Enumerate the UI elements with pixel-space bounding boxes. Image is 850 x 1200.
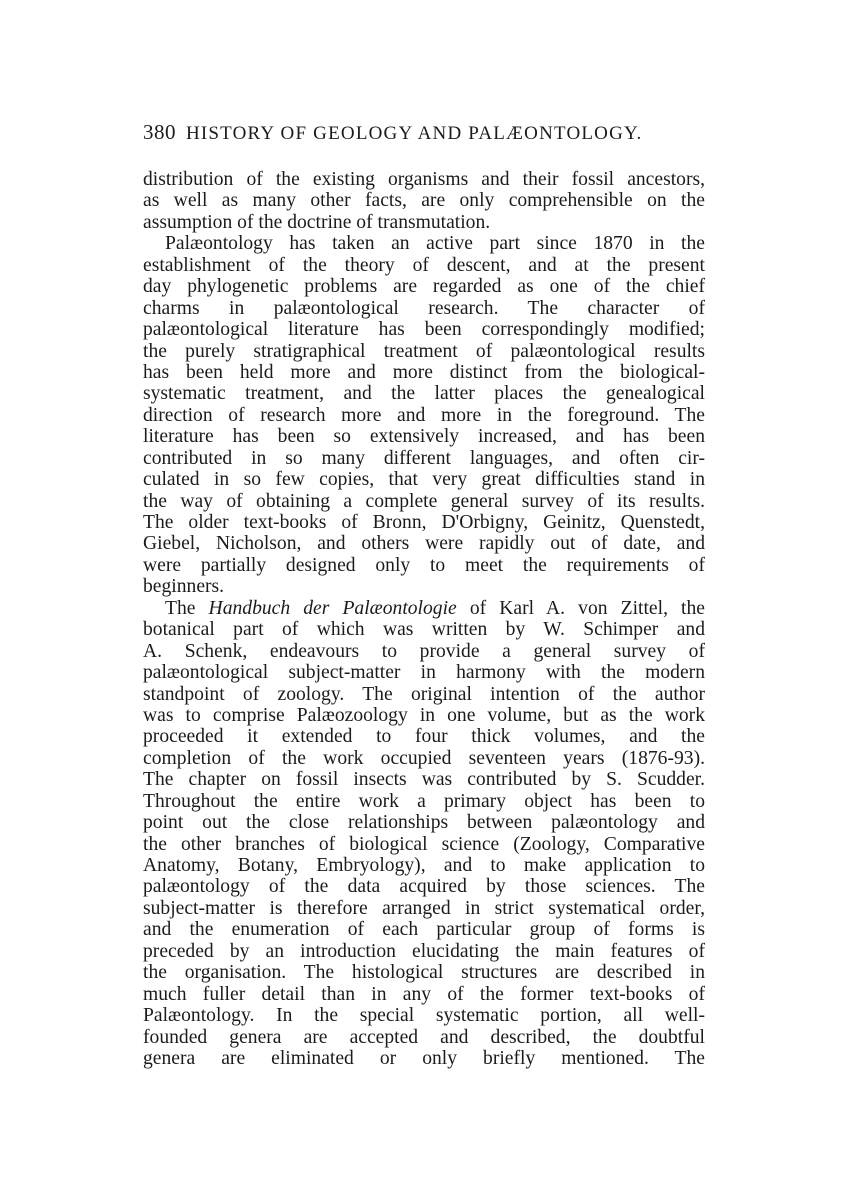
running-head [143,120,713,146]
text-line: culated in so few copies, that very great difficulties stand in [143,469,705,491]
text-line: palæontological subject-matter in harmony with the modern [143,662,705,684]
text-line [143,598,705,619]
text-line: genera are eliminated or only briefly mentioned. The [143,1047,705,1069]
text-line: establishment of the theory of descent, and at the present [143,254,705,276]
book-title-italic: Handbuch der Palæontologie [208,597,457,619]
text-line: palæontology of the data acquired by those sciences. The [143,876,705,898]
text-line: Palæontology has taken an active part since 1870 in the [165,233,705,255]
text-line: proceeded it extended to four thick volumes, and the [143,726,705,748]
text-run: The [165,597,209,619]
text-line: the purely stratigraphical treatment of palæontological results [143,340,705,362]
text-line: point out the close relationships between palæontology and [143,812,705,834]
text-line: completion of the work occupied seventeen years (1876-93). [143,747,705,769]
text-line: subject-matter is therefore arranged in strict systematical order, [143,897,705,919]
text-line: beginners. [143,576,225,598]
text-line: direction of research more and more in the foreground. The [143,404,705,426]
text-line: A. Schenk, endeavours to provide a general survey of [143,640,705,662]
text-line: charms in palæontological research. The character of [143,297,705,319]
text-run: of Karl A. von Zittel, the [456,597,705,619]
text-line: systematic treatment, and the latter places the genealogical [143,383,705,405]
text-line: distribution of the existing organisms and their fossil ancestors, [143,169,705,190]
text-line: Throughout the entire work a primary object has been to [143,790,705,812]
text-line: and the enumeration of each particular group of forms is [143,919,705,941]
text-line: botanical part of which was written by W. Schimper and [143,619,705,641]
text-line: Anatomy, Botany, Embryology), and to make application to [143,855,705,876]
text-line: contributed in so many different languages, and often cir- [143,447,705,469]
text-line: were partially designed only to meet the requirements of [143,554,705,576]
running-title: HISTORY OF GEOLOGY AND PALÆONTOLOGY. [185,123,643,144]
text-line: literature has been so extensively increased, and has been [143,426,705,448]
text-line: palæontological literature has been correspondingly modified; [143,319,705,341]
text-line: as well as many other facts, are only comprehensible on the [143,190,705,212]
text-line: standpoint of zoology. The original intention of the author [143,683,705,705]
body-text [143,169,705,1069]
page-number: 380 [143,120,176,144]
text-line: The chapter on fossil insects was contributed by S. Scudder. [143,769,705,791]
text-line: was to comprise Palæozoology in one volume, but as the work [143,704,705,726]
text-line: preceded by an introduction elucidating the main features of [143,940,705,962]
text-line: Palæontology. In the special systematic portion, all well- [143,1005,705,1027]
text-line: The older text-books of Bronn, D'Orbigny, Geinitz, Quenstedt, [143,512,705,533]
text-line: the other branches of biological science (Zoology, Comparative [143,833,705,855]
text-line: the way of obtaining a complete general survey of its results. [143,490,705,512]
text-line: day phylogenetic problems are regarded as one of the chief [143,276,705,298]
text-line: Giebel, Nicholson, and others were rapidly out of date, and [143,533,705,555]
text-line: has been held more and more distinct from the biological- [143,361,705,383]
text-line: much fuller detail than in any of the former text-books of [143,983,705,1005]
text-line: the organisation. The histological structures are described in [143,962,705,984]
text-line: founded genera are accepted and described, the doubtful [143,1026,705,1048]
text-line: assumption of the doctrine of transmutation. [143,211,491,233]
